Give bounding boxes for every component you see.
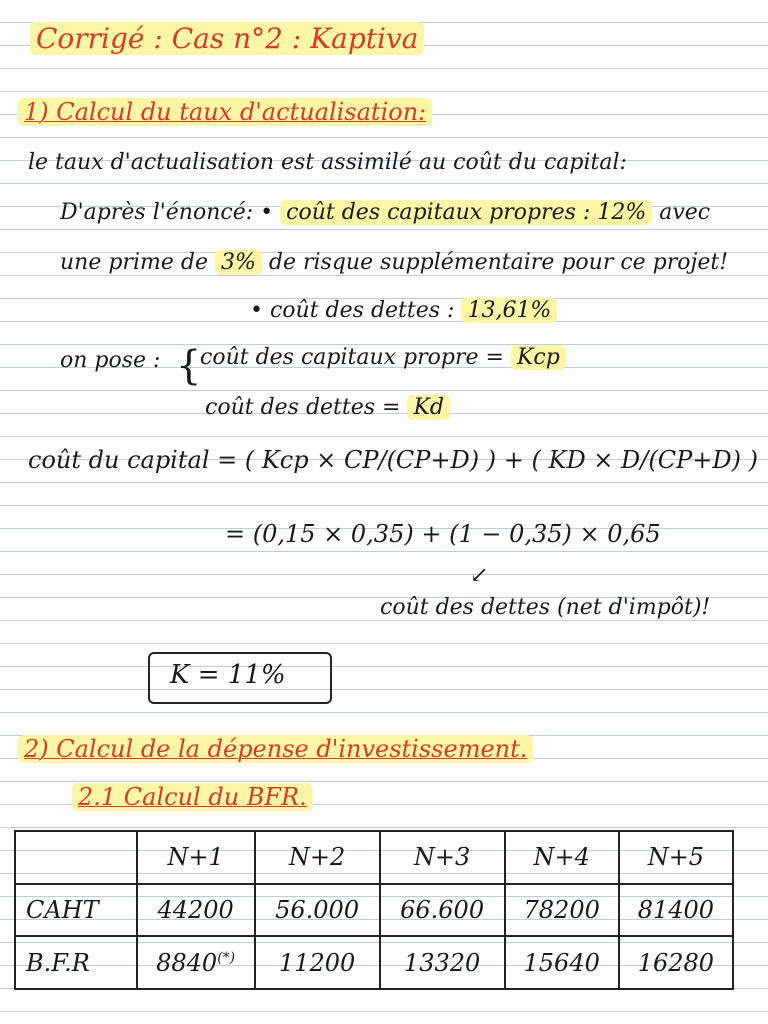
formula-expression: ( Kcp × CP/(CP+D) ) + ( KD × D/(CP+D) ) [244,446,758,474]
line-4-bullet [250,298,270,323]
page-title-text: Corrigé : Cas n°2 : Kaptiva [30,22,424,55]
note-line: coût des dettes (net d'impôt)! [380,595,711,620]
table-cell: 15640 [505,936,619,989]
pose-1-label: coût des capitaux propre = [200,345,504,370]
table-row [15,884,733,937]
line-2-bullet [260,200,280,225]
table-row-header: B.F.R [15,936,137,989]
table-cell: 44200 [137,884,255,937]
bfr-table [14,830,734,990]
line-3-c: de risque supplémentaire pour ce projet! [268,250,729,275]
table-cell: 16280 [619,936,733,989]
pose-1-symbol: Kcp [511,345,566,370]
section-2-1-heading [72,783,313,811]
calc-line: = (0,15 × 0,35) + (1 − 0,35) × 0,65 [225,520,661,548]
page-title [30,22,424,55]
table-header-row [15,831,733,884]
brace-icon: { [176,343,202,389]
result-text: K = 11% [170,660,286,690]
line-2-intro: D'après l'énoncé: [60,200,254,225]
line-3-a: une prime de [60,250,208,275]
text-line-2 [60,200,710,225]
table-header-cell: N+5 [619,831,733,884]
result-box [148,652,332,704]
footnote-mark: (*) [217,949,236,966]
line-2-equity-cost: coût des capitaux propres : 12% [280,200,652,225]
line-3-premium: 3% [215,250,262,275]
text-line-3 [60,250,728,275]
section-2-heading-text: 2) Calcul de la dépense d'investissement. [18,735,533,763]
table-cell: 11200 [255,936,380,989]
formula-line [28,446,758,474]
table-cell: 56.000 [255,884,380,937]
section-1-heading-text: 1) Calcul du taux d'actualisation: [18,98,432,126]
line-2-avec: avec [659,200,711,225]
table-cell-value: 8840 [156,948,218,977]
table-header-cell: N+2 [255,831,380,884]
section-2-heading [18,735,533,763]
table-cell [137,936,255,989]
arrow-icon: ↙ [470,563,489,588]
pose-label: on pose : [60,348,161,373]
text-line-1: le taux d'actualisation est assimilé au coût du capital: [28,150,627,175]
table-cell: 78200 [505,884,619,937]
table-row [15,936,733,989]
text-line-4 [250,298,557,323]
table-header-cell [15,831,137,884]
section-1-heading [18,98,432,126]
table-header-cell: N+3 [380,831,505,884]
pose-line-1 [200,345,566,370]
table-cell: 13320 [380,936,505,989]
line-4-label: coût des dettes : [269,298,455,323]
formula-label: coût du capital = [28,446,238,474]
section-2-1-heading-text: 2.1 Calcul du BFR. [72,783,313,811]
table-cell: 66.600 [380,884,505,937]
table-row-header: CAHT [15,884,137,937]
table-header-cell: N+4 [505,831,619,884]
line-4-debt-cost: 13,61% [461,298,557,323]
pose-2-symbol: Kd [407,395,450,420]
table-cell: 81400 [619,884,733,937]
pose-line-2 [205,395,450,420]
pose-2-label: coût des dettes = [205,395,401,420]
table-header-cell: N+1 [137,831,255,884]
